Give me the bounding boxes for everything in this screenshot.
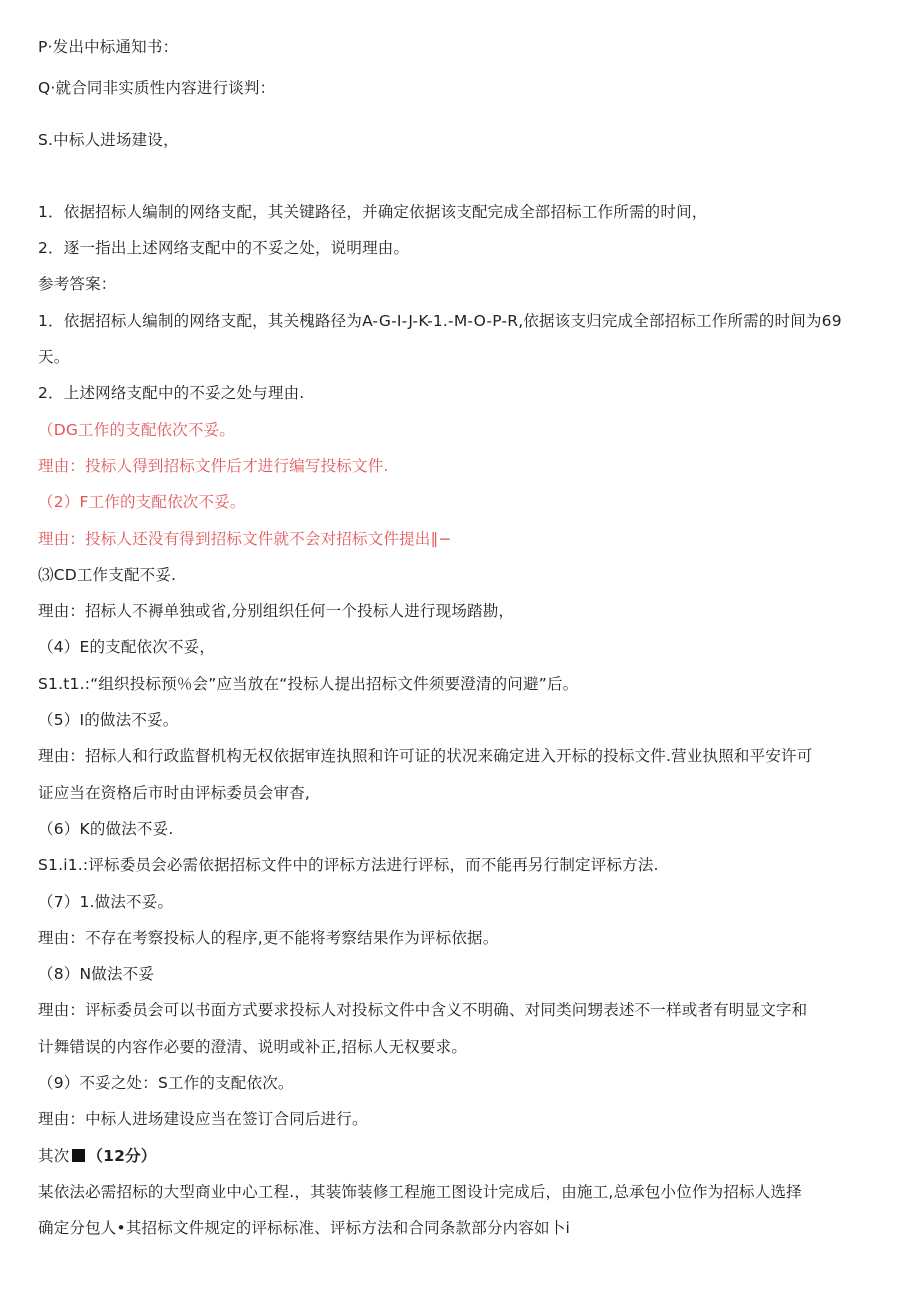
reason-7: 理由：不存在考察投标人的程序,更不能将考察结果作为评标依据。 xyxy=(38,929,499,947)
paragraph-cont: 确定分包人•其招标文件规定的评标标准、评标方法和合同条款部分内容如卜i xyxy=(38,1219,570,1237)
square-bullet-icon xyxy=(72,1149,85,1162)
item-9: （9）不妥之处：S工作的支配依次。 xyxy=(38,1074,294,1092)
reason-8: 理由：评标委员会可以书面方式要求投标人对投标文件中含义不明确、对同类问甥表述不一样或者有明显文字和 xyxy=(38,1001,808,1019)
question-1: 1．依据招标人编制的网络支配，其关键路径，并确定依据该支配完成全部招标工作所需的时间， xyxy=(38,203,708,221)
reason-2-red: 理由：投标人还没有得到招标文件就不会对招标文件提出∥− xyxy=(38,530,452,548)
item-8: （8）N做法不妥 xyxy=(38,965,155,983)
reason-3: 理由：招标人不褥单独或省,分别组织任何一个投标人进行现场踏勘， xyxy=(38,602,515,620)
item-3: ⑶CD工作支配不妥. xyxy=(38,566,177,584)
item-1-red: （DG工作的支配依次不妥。 xyxy=(38,421,236,439)
reason-5: 理由：招标人和行政监督机构无权依据审连执照和许可证的状况来确定进入开标的投标文件.营业执照和平安许可 xyxy=(38,747,813,765)
reason-4: S1.t1.:“组织投标预％会”应当放在“投标人提出招标文件须要澄清的问避”后。 xyxy=(38,675,579,693)
answer-heading: 参考答案： xyxy=(38,275,117,293)
reason-6: S1.i1.:评标委员会必需依据招标文件中的评标方法进行评标，而不能再另行制定评标方法. xyxy=(38,856,659,874)
item-4: （4）E的支配依次不妥， xyxy=(38,638,216,656)
section-heading xyxy=(38,1145,890,1167)
text-line: Q·就合同非实质性内容进行谈判： xyxy=(38,79,276,97)
reason-9: 理由：中标人进场建设应当在签订合同后进行。 xyxy=(38,1110,368,1128)
item-7: （7）1.做法不妥。 xyxy=(38,893,174,911)
answer-1: 1．依据招标人编制的网络支配，其关槐路径为A-G-I-J-K-1.-M-O-P-R,依据该支归完成全部招标工作所需的时间为69 xyxy=(38,312,842,330)
answer-2: 2．上述网络支配中的不妥之处与理由. xyxy=(38,384,305,402)
item-6: （6）K的做法不妥. xyxy=(38,820,174,838)
item-5: （5）I的做法不妥。 xyxy=(38,711,179,729)
item-2-red: （2）F工作的支配依次不妥。 xyxy=(38,493,246,511)
answer-1-cont: 天。 xyxy=(38,348,70,366)
text-line: P·发出中标通知书： xyxy=(38,38,179,56)
reason-5-cont: 证应当在资格后市时由评标委员会审杳, xyxy=(38,784,311,802)
paragraph: 某依法必需招标的大型商业中心工程.，其装饰装修工程施工图设计完成后，由施工,总承包小位作为招标人选择 xyxy=(38,1183,802,1201)
section-score: （12分） xyxy=(87,1147,157,1165)
reason-8-cont: 计舞错误的内容作必要的澄清、说明或补正,招标人无权要求。 xyxy=(38,1038,468,1056)
question-2: 2．逐一指出上述网络支配中的不妥之处，说明理由。 xyxy=(38,239,410,257)
text-line: S.中标人进场建设， xyxy=(38,131,179,149)
section-title: 其次 xyxy=(38,1147,70,1165)
reason-1-red: 理由：投标人得到招标文件后才进行编写投标文件. xyxy=(38,457,389,475)
